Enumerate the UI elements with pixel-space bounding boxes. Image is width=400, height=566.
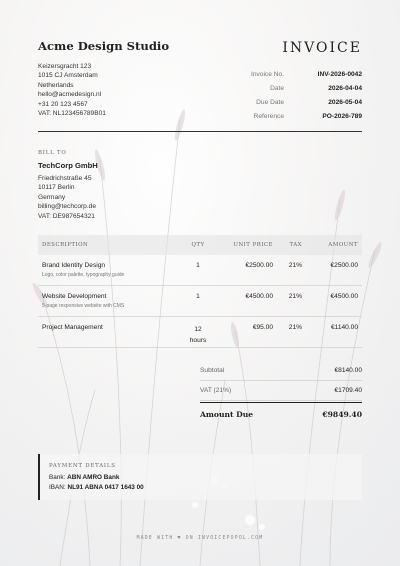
item-amount: €4500.00 bbox=[330, 293, 358, 300]
subtotal-label: Subtotal bbox=[200, 367, 225, 374]
table-row bbox=[38, 286, 362, 317]
bill-to-label: BILL TO bbox=[38, 150, 67, 156]
company-vat: VAT: NL123456789B01 bbox=[38, 110, 106, 118]
address-line: Keizersgracht 123 bbox=[38, 63, 92, 70]
meta-reference bbox=[222, 109, 362, 123]
bank-name: ABN AMRO Bank bbox=[67, 474, 120, 481]
vat-label: VAT (21%) bbox=[200, 387, 232, 394]
item-unit-price: €4500.00 bbox=[245, 293, 273, 300]
iban-value: NL91 ABNA 0417 1643 00 bbox=[67, 484, 144, 491]
subtotal-value: €8140.00 bbox=[334, 367, 362, 374]
table-header bbox=[38, 235, 362, 255]
table-row bbox=[38, 317, 362, 348]
company-email: hello@acmedesign.nl bbox=[38, 91, 102, 99]
header-qty: QTY bbox=[191, 242, 205, 248]
header-tax: TAX bbox=[289, 242, 302, 248]
header-description: DESCRIPTION bbox=[42, 242, 89, 248]
amount-due-value: €9849.40 bbox=[322, 409, 362, 419]
meta-label: Invoice No. bbox=[251, 71, 284, 79]
address-line: Friedrichstraße 45 bbox=[38, 175, 92, 182]
table-row bbox=[38, 255, 362, 286]
payment-details bbox=[38, 454, 362, 500]
item-name: Brand Identity Design bbox=[42, 262, 106, 269]
item-tax: 21% bbox=[288, 324, 302, 331]
item-desc: Logo, color palette, typography guide bbox=[42, 272, 125, 278]
footer-credit: MADE WITH ♥ ON INVOICEPOPOL.COM bbox=[136, 536, 264, 541]
address-line: Netherlands bbox=[38, 81, 74, 89]
document-title: INVOICE bbox=[282, 40, 362, 56]
invoice-meta bbox=[222, 68, 362, 123]
meta-label: Due Date bbox=[256, 98, 284, 106]
item-unit-price: €2500.00 bbox=[245, 262, 273, 269]
vat-row bbox=[200, 381, 362, 401]
address-line: 10117 Berlin bbox=[38, 184, 75, 192]
item-name: Project Management bbox=[42, 324, 103, 331]
address-line: Germany bbox=[38, 193, 66, 201]
client-address bbox=[38, 174, 96, 221]
header-divider bbox=[38, 131, 362, 132]
client-email: billing@techcorp.de bbox=[38, 203, 97, 211]
meta-due-date bbox=[222, 96, 362, 110]
amount-due-label: Amount Due bbox=[200, 409, 254, 419]
header-unit-price: UNIT PRICE bbox=[233, 242, 273, 248]
payment-details-label: PAYMENT DETAILS bbox=[49, 463, 116, 469]
bank-line bbox=[49, 474, 362, 481]
meta-value: 2026-04-04 bbox=[328, 85, 362, 93]
subtotal-row bbox=[200, 361, 362, 381]
meta-label: Date bbox=[270, 85, 284, 93]
meta-value: 2026-05-04 bbox=[328, 98, 362, 106]
totals-block bbox=[200, 361, 362, 425]
amount-due-row bbox=[200, 402, 362, 425]
meta-value: INV-2026-0042 bbox=[317, 71, 362, 79]
meta-date bbox=[222, 82, 362, 96]
company-address bbox=[38, 62, 106, 118]
item-description-cell bbox=[38, 293, 178, 309]
iban-line bbox=[49, 484, 362, 491]
client-vat: VAT: DE987654321 bbox=[38, 212, 95, 220]
item-qty: 1 bbox=[196, 262, 200, 269]
item-qty: 12 hours bbox=[189, 326, 207, 344]
meta-value: PO-2026-789 bbox=[322, 112, 362, 120]
meta-invoice-no bbox=[222, 68, 362, 82]
item-amount: €2500.00 bbox=[330, 262, 358, 269]
company-phone: +31 20 123 4567 bbox=[38, 100, 88, 108]
bank-label: Bank: bbox=[49, 474, 66, 481]
meta-label: Reference bbox=[253, 112, 284, 120]
item-qty: 1 bbox=[196, 293, 200, 300]
item-description-cell bbox=[38, 262, 178, 278]
vat-value: €1709.40 bbox=[334, 387, 362, 394]
item-name: Website Development bbox=[42, 293, 107, 300]
client-name: TechCorp GmbH bbox=[38, 161, 98, 170]
iban-label: IBAN: bbox=[49, 484, 66, 491]
item-tax: 21% bbox=[288, 262, 302, 269]
item-description-cell bbox=[38, 324, 178, 331]
item-unit-price: €95.00 bbox=[252, 324, 273, 331]
item-tax: 21% bbox=[288, 293, 302, 300]
item-amount: €1140.00 bbox=[330, 324, 358, 331]
header-amount: AMOUNT bbox=[328, 242, 358, 248]
item-desc: 5-page responsive website with CMS bbox=[42, 303, 125, 309]
company-name: Acme Design Studio bbox=[38, 39, 170, 53]
address-line: 1015 CJ Amsterdam bbox=[38, 72, 98, 80]
line-items-table bbox=[38, 235, 362, 348]
